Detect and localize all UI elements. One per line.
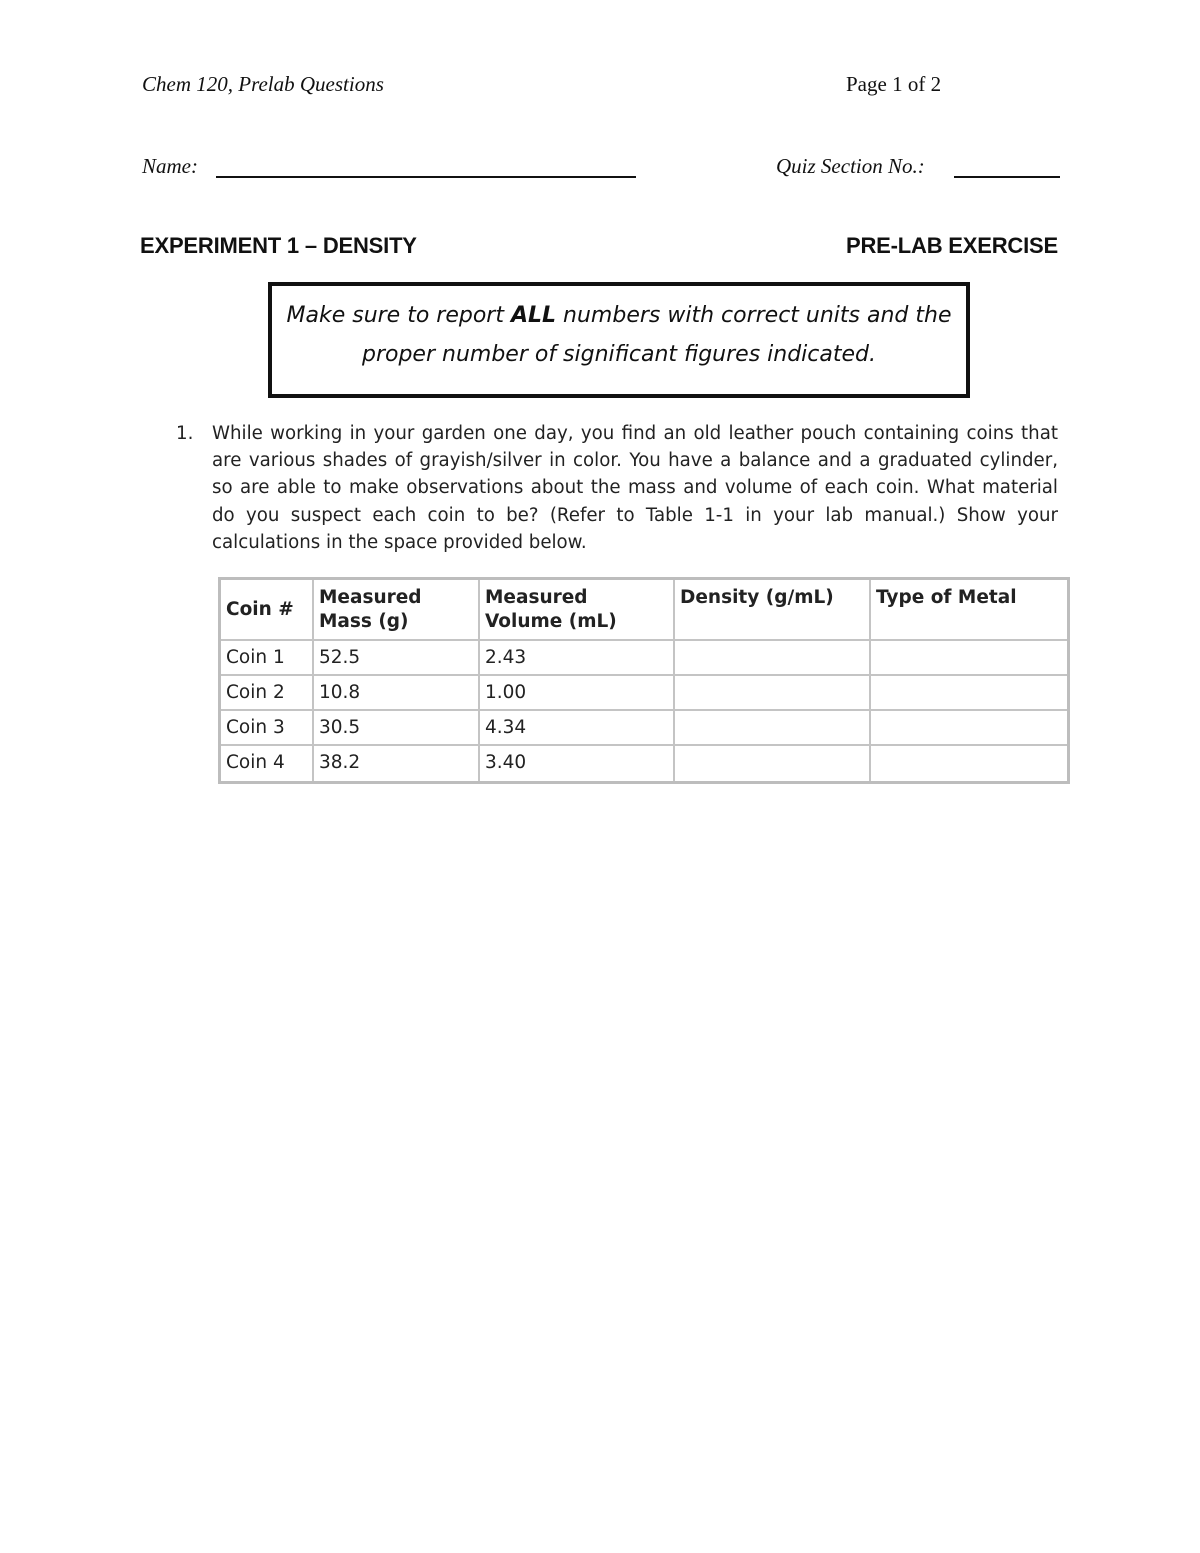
cell-volume: 2.43 — [480, 641, 675, 676]
cell-coin: Coin 1 — [221, 641, 314, 676]
table-header-row — [221, 580, 1067, 641]
instruction-emphasis: ALL — [510, 303, 557, 328]
cell-volume: 1.00 — [480, 676, 675, 711]
cell-density[interactable] — [675, 676, 871, 711]
cell-mass: 38.2 — [314, 746, 480, 781]
instruction-box — [268, 282, 970, 398]
table-row — [221, 641, 1067, 676]
cell-metal[interactable] — [871, 746, 1067, 781]
cell-density[interactable] — [675, 711, 871, 746]
table-row — [221, 746, 1067, 781]
exercise-title: PRE-LAB EXERCISE — [846, 233, 1058, 258]
table-row — [221, 711, 1067, 746]
cell-volume: 4.34 — [480, 711, 675, 746]
cell-density[interactable] — [675, 746, 871, 781]
cell-metal[interactable] — [871, 641, 1067, 676]
cell-density[interactable] — [675, 641, 871, 676]
cell-metal[interactable] — [871, 711, 1067, 746]
header-measured-volume: Measured Volume (mL) — [480, 580, 675, 641]
cell-volume: 3.40 — [480, 746, 675, 781]
cell-mass: 10.8 — [314, 676, 480, 711]
instruction-text-after: numbers with correct units and the — [556, 303, 952, 328]
question-number: 1. — [176, 423, 194, 444]
experiment-title: EXPERIMENT 1 – DENSITY — [140, 233, 417, 258]
cell-coin: Coin 2 — [221, 676, 314, 711]
cell-metal[interactable] — [871, 676, 1067, 711]
table-row — [221, 676, 1067, 711]
name-label: Name: — [142, 154, 198, 178]
header-measured-mass: Measured Mass (g) — [314, 580, 480, 641]
header-coin-number: Coin # — [221, 580, 314, 641]
cell-coin: Coin 4 — [221, 746, 314, 781]
page-number: Page 1 of 2 — [846, 72, 942, 96]
quiz-section-label: Quiz Section No.: — [776, 154, 925, 178]
quiz-section-blank-line[interactable] — [954, 176, 1060, 178]
instruction-line-1 — [272, 296, 966, 335]
header-type-of-metal: Type of Metal — [871, 580, 1067, 641]
cell-mass: 52.5 — [314, 641, 480, 676]
name-blank-line[interactable] — [216, 176, 636, 178]
instruction-line-2: proper number of significant figures indicated. — [362, 342, 876, 367]
coin-data-table — [218, 577, 1070, 784]
question-text: While working in your garden one day, you find an old leather pouch containing coins that are various shades of grayish/silver in color. You have a balance and a graduated cylinder, so are able to make observations about the mass and volume of each coin. What material do you suspect each coin to be? (Refer to Table 1-1 in your lab manual.) Show your calculations in the space provided below. — [212, 423, 1058, 553]
cell-mass: 30.5 — [314, 711, 480, 746]
cell-coin: Coin 3 — [221, 711, 314, 746]
page-header-course: Chem 120, Prelab Questions — [142, 72, 384, 96]
instruction-text-before: Make sure to report — [286, 303, 511, 328]
header-density: Density (g/mL) — [675, 580, 871, 641]
